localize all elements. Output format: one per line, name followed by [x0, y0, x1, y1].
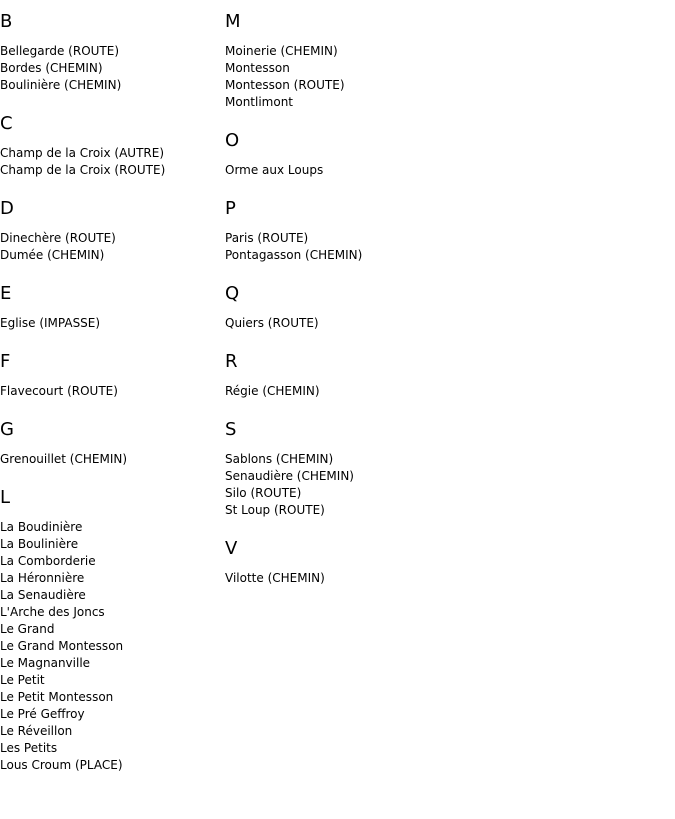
- street-link[interactable]: La Boudinière: [0, 520, 83, 534]
- street-list: [0, 145, 220, 179]
- street-link[interactable]: Le Grand Montesson: [0, 639, 124, 653]
- street-list: [0, 315, 220, 332]
- street-list: [0, 451, 220, 468]
- section-letter-heading: G: [0, 419, 14, 440]
- street-link[interactable]: Montesson: [225, 61, 290, 75]
- section-letter-heading: D: [0, 198, 14, 219]
- street-list: [225, 230, 445, 264]
- street-index-column-left: [0, 11, 220, 793]
- street-link[interactable]: Le Petit Montesson: [0, 690, 114, 704]
- street-list: [225, 315, 445, 332]
- street-link[interactable]: Le Petit: [0, 673, 45, 687]
- street-link[interactable]: Sablons (CHEMIN): [225, 452, 334, 466]
- street-link[interactable]: Les Petits: [0, 741, 58, 755]
- street-link[interactable]: Senaudière (CHEMIN): [225, 469, 354, 483]
- section-letter-heading: O: [225, 130, 240, 151]
- street-list: [225, 570, 445, 587]
- street-link[interactable]: Grenouillet (CHEMIN): [0, 452, 128, 466]
- section-letter-heading: S: [225, 419, 237, 440]
- street-link[interactable]: Quiers (ROUTE): [225, 316, 319, 330]
- street-link[interactable]: Le Pré Geffroy: [0, 707, 85, 721]
- street-link[interactable]: Dumée (CHEMIN): [0, 248, 105, 262]
- street-link[interactable]: Lous Croum (PLACE): [0, 758, 123, 772]
- street-list: [0, 383, 220, 400]
- street-link[interactable]: Eglise (IMPASSE): [0, 316, 101, 330]
- letter-section: [225, 351, 445, 400]
- street-link[interactable]: Montesson (ROUTE): [225, 78, 345, 92]
- street-list: [0, 230, 220, 264]
- street-link[interactable]: Le Grand: [0, 622, 55, 636]
- street-link[interactable]: Vilotte (CHEMIN): [225, 571, 325, 585]
- section-letter-heading: V: [225, 538, 238, 559]
- street-list: [0, 43, 220, 94]
- street-link[interactable]: Boulinière (CHEMIN): [0, 78, 122, 92]
- street-link[interactable]: St Loup (ROUTE): [225, 503, 325, 517]
- letter-section: [225, 11, 445, 111]
- street-link[interactable]: Champ de la Croix (AUTRE): [0, 146, 165, 160]
- street-link[interactable]: Bordes (CHEMIN): [0, 61, 103, 75]
- street-link[interactable]: Moinerie (CHEMIN): [225, 44, 338, 58]
- section-letter-heading: P: [225, 198, 236, 219]
- letter-section: [0, 283, 220, 332]
- letter-section: [0, 419, 220, 468]
- street-link[interactable]: Le Réveillon: [0, 724, 73, 738]
- street-link[interactable]: Le Magnanville: [0, 656, 91, 670]
- street-link[interactable]: La Comborderie: [0, 554, 96, 568]
- section-letter-heading: Q: [225, 283, 240, 304]
- letter-section: [0, 113, 220, 179]
- letter-section: [225, 283, 445, 332]
- street-list: [225, 43, 445, 111]
- section-letter-heading: R: [225, 351, 238, 372]
- street-list: [225, 162, 445, 179]
- street-link[interactable]: Orme aux Loups: [225, 163, 324, 177]
- street-link[interactable]: La Héronnière: [0, 571, 85, 585]
- street-link[interactable]: La Boulinière: [0, 537, 79, 551]
- street-link[interactable]: Flavecourt (ROUTE): [0, 384, 118, 398]
- letter-section: [0, 198, 220, 264]
- letter-section: [0, 11, 220, 94]
- street-link[interactable]: La Senaudière: [0, 588, 86, 602]
- street-link[interactable]: Champ de la Croix (ROUTE): [0, 163, 166, 177]
- street-link[interactable]: Pontagasson (CHEMIN): [225, 248, 363, 262]
- street-link[interactable]: Paris (ROUTE): [225, 231, 309, 245]
- street-link[interactable]: Silo (ROUTE): [225, 486, 302, 500]
- letter-section: [225, 538, 445, 587]
- street-link[interactable]: Régie (CHEMIN): [225, 384, 320, 398]
- section-letter-heading: B: [0, 11, 13, 32]
- street-link[interactable]: Dinechère (ROUTE): [0, 231, 116, 245]
- letter-section: [0, 351, 220, 400]
- street-index-column-right: [225, 11, 445, 606]
- letter-section: [225, 198, 445, 264]
- street-list: [0, 519, 220, 774]
- section-letter-heading: M: [225, 11, 241, 32]
- street-link[interactable]: Montlimont: [225, 95, 294, 109]
- section-letter-heading: E: [0, 283, 12, 304]
- letter-section: [225, 419, 445, 519]
- street-list: [225, 383, 445, 400]
- section-letter-heading: L: [0, 487, 11, 508]
- section-letter-heading: F: [0, 351, 11, 372]
- section-letter-heading: C: [0, 113, 13, 134]
- letter-section: [225, 130, 445, 179]
- street-link[interactable]: Bellegarde (ROUTE): [0, 44, 120, 58]
- street-list: [225, 451, 445, 519]
- letter-section: [0, 487, 220, 774]
- street-link[interactable]: L'Arche des Joncs: [0, 605, 105, 619]
